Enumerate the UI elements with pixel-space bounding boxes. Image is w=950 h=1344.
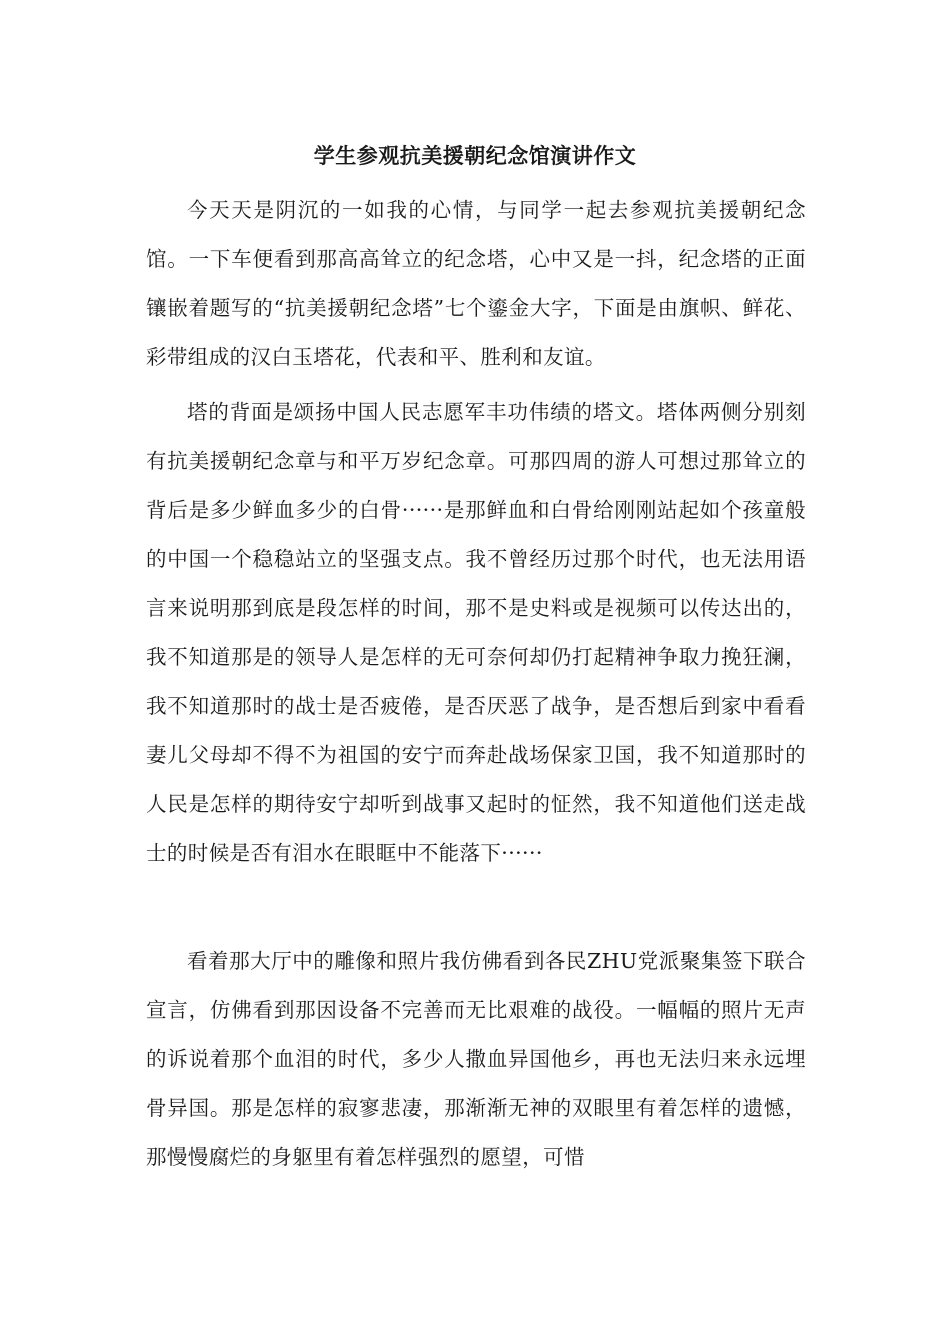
paragraph-1: 今天天是阴沉的一如我的心情，与同学一起去参观抗美援朝纪念馆。一下车便看到那高高耸立的纪念塔，心中又是一抖，纪念塔的正面镶嵌着题写的“抗美援朝纪念塔”七个鎏金大字，下面是由旗帜、鲜花、彩带组成的汉白玉塔花，代表和平、胜利和友谊。 <box>146 198 806 369</box>
document-title: 学生参观抗美援朝纪念馆演讲作文 <box>313 144 637 168</box>
paragraph-3: 看着那大厅中的雕像和照片我仿佛看到各民ZHU党派聚集签下联合宣言，仿佛看到那因设备不完善而无比艰难的战役。一幅幅的照片无声的诉说着那个血泪的时代，多少人撒血异国他乡，再也无法归来永远埋骨异国。那是怎样的寂寥悲凄，那渐渐无神的双眼里有着怎样的遗憾，那慢慢腐烂的身躯里有着怎样强烈的愿望，可惜 <box>146 949 806 1169</box>
paragraph-2: 塔的背面是颂扬中国人民志愿军丰功伟绩的塔文。塔体两侧分别刻有抗美援朝纪念章与和平万岁纪念章。可那四周的游人可想过那耸立的背后是多少鲜血多少的白骨······是那鲜血和白骨给刚刚站起如个孩童般的中国一个稳稳站立的坚强支点。我不曾经历过那个时代，也无法用语言来说明那到底是段怎样的时间，那不是史料或是视频可以传达出的，我不知道那是的领导人是怎样的无可奈何却仍打起精神争取力挽狂澜，我不知道那时的战士是否疲倦，是否厌恶了战争，是否想后到家中看看妻儿父母却不得不为祖国的安宁而奔赴战场保家卫国，我不知道那时的人民是怎样的期待安宁却听到战事又起时的怔然，我不知道他们送走战士的时候是否有泪水在眼眶中不能落下······ <box>146 400 806 865</box>
